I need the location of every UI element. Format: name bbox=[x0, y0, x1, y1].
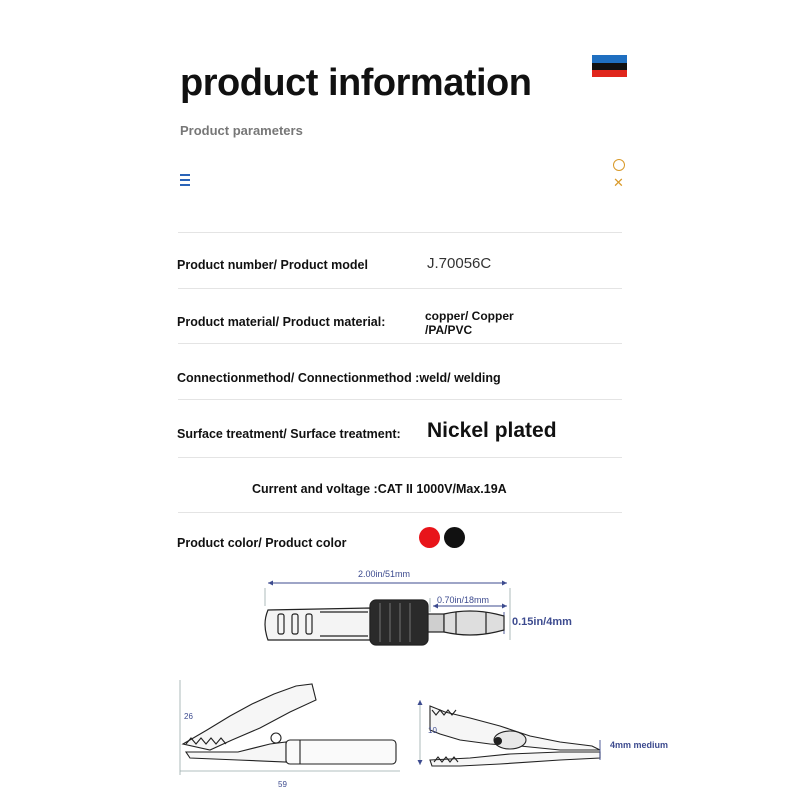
banana-plug-drawing bbox=[265, 581, 510, 646]
surface-treatment-label: Surface treatment/ Surface treatment: bbox=[177, 427, 401, 441]
product-material-value-line2: /PA/PVC bbox=[425, 323, 473, 337]
page-title: product information bbox=[180, 62, 532, 104]
close-icon[interactable]: ✕ bbox=[613, 175, 624, 190]
plug-pin-diameter-label: 0.15in/4mm bbox=[512, 616, 572, 628]
clip-front-note-label: 4mm medium bbox=[610, 740, 669, 750]
current-voltage-label: Current and voltage :CAT II 1000V/Max.19A bbox=[252, 482, 507, 496]
product-number-value: J.70056C bbox=[427, 255, 492, 272]
product-color-label: Product color/ Product color bbox=[177, 536, 347, 550]
alligator-clip-front-drawing bbox=[418, 700, 601, 766]
product-material-label: Product material/ Product material: bbox=[177, 315, 386, 329]
product-number-label: Product number/ Product model bbox=[177, 258, 368, 272]
clip-front-height-label: 10 bbox=[428, 726, 437, 735]
page-subtitle: Product parameters bbox=[180, 123, 303, 138]
plug-total-length-label: 2.00in/51mm bbox=[358, 569, 411, 579]
plug-pin-length-label: 0.70in/18mm bbox=[437, 595, 490, 605]
connection-method-label: Connectionmethod/ Connectionmethod :weld/ welding bbox=[177, 371, 501, 385]
product-material-value-line1: copper/ Copper bbox=[425, 309, 514, 323]
clip-side-length-label: 59 bbox=[278, 780, 287, 789]
alligator-clip-side-drawing bbox=[180, 680, 400, 775]
surface-treatment-value: Nickel plated bbox=[427, 419, 557, 442]
clip-side-height-label: 26 bbox=[184, 712, 193, 721]
